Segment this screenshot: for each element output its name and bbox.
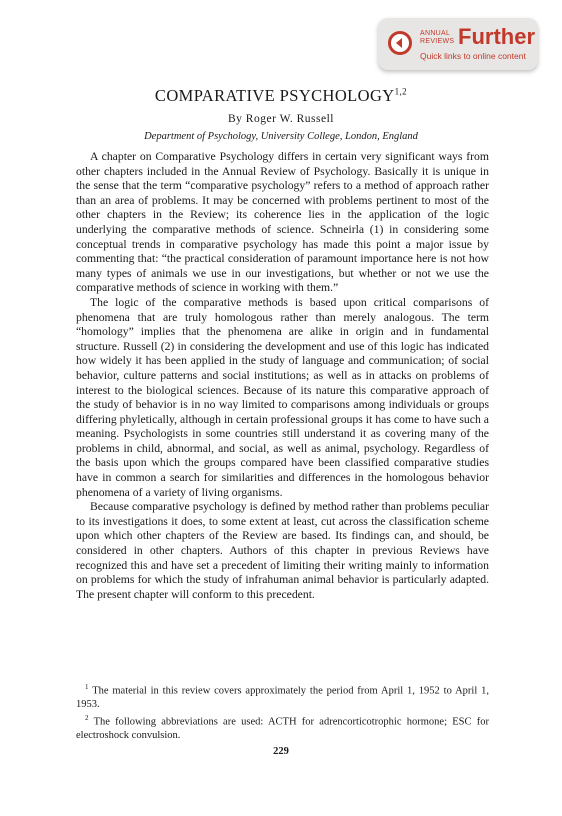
footnote-mark-1: 1 [85, 683, 89, 691]
title-footnote-marks: 1,2 [394, 86, 408, 97]
footnotes [76, 681, 489, 742]
footnote-2 [76, 712, 489, 743]
play-arrow-icon [388, 31, 412, 55]
page-number: 229 [273, 746, 289, 757]
further-label: Further [458, 24, 535, 49]
title-text: COMPARATIVE PSYCHOLOGY [154, 86, 395, 105]
affiliation-line: Department of Psychology, University College, London, England [144, 131, 418, 142]
paragraph-1: A chapter on Comparative Psychology differs in certain very significant ways from other chapters included in the Annual Review of Psychology. Basically it is unique in the sense that the term “comparative psychology” refers to a method of approach rather than an area of problems. It may be concerned with problems pertinent to most of the other chapters in the Review; its coherence lies in the application of the logic underlying the comparative methods of science. Schneirla (1) in considering some conceptual trends in comparative psychology has made this point a major issue by commenting that: “the practical consideration of paramount importance here is not how many types of animals we use in our investigations, but whether or not we use the comparative methods of science in working with them.” [76, 150, 489, 295]
further-subtitle: Quick links to online content [420, 51, 526, 61]
paragraph-3: Because comparative psychology is defined by method rather than problems peculiar to its investigations it does, to some extent at least, cut across the classification scheme upon which other chapters of the Review are based. Its findings can, and should, be considered in other chapters. Authors of this chapter in previous Reviews have recognized this and have set a precedent of limiting their writing mainly to information on problems for which the study of infrahuman animal behavior is particularly adapted. The present chapter will conform to this precedent. [76, 500, 489, 601]
footnote-1 [76, 681, 489, 712]
annual-reviews-logo: ANNUAL REVIEWS [420, 30, 455, 45]
article-title [0, 86, 562, 106]
article-body [76, 150, 489, 602]
footnote-text-1: The material in this review covers approximately the period from April 1, 1952 to April 1, 1953. [76, 685, 490, 711]
author-line: By Roger W. Russell [228, 113, 334, 125]
paragraph-2: The logic of the comparative methods is based upon critical comparisons of phenomena that are truly homologous rather than merely analogous. The term “homology” implies that the phenomena are alike in origin and in fundamental structure. Russell (2) in considering the development and use of this logic has indicated how widely it has been applied in the study of language and communication; of social behavior, culture patterns and social institutions; as well as in attacks on problems of interest to the biological sciences. Because of its nature this comparative approach of the study of behavior is in no way limited to comparisons among individuals or groups differing phyletically, although in certain professional groups it has come to have such a meaning. Psychologists in some countries still understand it as covering many of the problems in child, abnormal, and social, as well as animal, psychology. Regardless of the basis upon which the groups compared have been classified comparative studies have in common a search for similarities and differences in the homologous behavior phenomena of a variety of living organisms. [76, 295, 489, 499]
further-badge[interactable] [378, 18, 538, 70]
footnote-text-2: The following abbreviations are used: ACTH for adrencorticotrophic hormone; ESC for electroshock convulsion. [76, 716, 490, 741]
footnote-mark-2: 2 [85, 713, 89, 722]
